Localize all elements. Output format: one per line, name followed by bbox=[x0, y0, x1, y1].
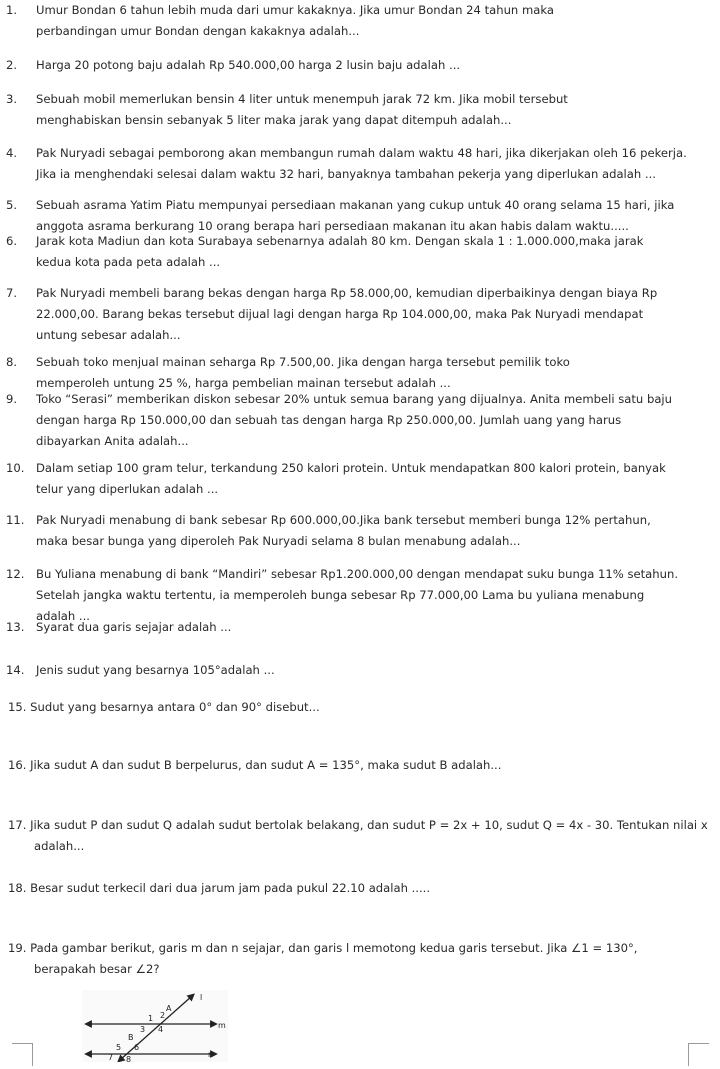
angle-7-label: 7 bbox=[108, 1053, 114, 1062]
question-number: 10. bbox=[6, 461, 25, 475]
question-text: Jarak kota Madiun dan kota Surabaya sebenarnya adalah 80 km. Dengan skala 1 : 1.000.000,maka jarak kedua kota pada peta adalah ... bbox=[36, 234, 644, 269]
question-text: Sebuah mobil memerlukan bensin 4 liter untuk menempuh jarak 72 km. Jika mobil tersebut menghabiskan bensin sebanyak 5 liter maka jarak yang dapat ditempuh adalah... bbox=[36, 92, 568, 127]
question-number: 12. bbox=[6, 567, 25, 581]
question-text: Pak Nuryadi membeli barang bekas dengan harga Rp 58.000,00, kemudian diperbaikinya dengan biaya Rp 22.000,00. Barang bekas tersebut dijual lagi dengan harga Rp 104.000,00, maka Pak Nuryadi mendapat untung sebesar adalah... bbox=[36, 286, 658, 342]
angle-2-label: 2 bbox=[160, 1011, 166, 1020]
question-text: Dalam setiap 100 gram telur, terkandung 250 kalori protein. Untuk mendapatkan 800 kalori protein, banyak telur yang diperlukan adalah ... bbox=[36, 461, 666, 496]
parallel-lines-diagram bbox=[82, 990, 228, 1062]
question-text: Syarat dua garis sejajar adalah ... bbox=[36, 620, 232, 634]
question-text: Sebuah asrama Yatim Piatu mempunyai persediaan makanan yang cukup untuk 40 orang selama 15 hari, jika anggota asrama berkurang 10 orang berapa hari persediaan makanan itu akan habis dalam waktu..... bbox=[36, 198, 675, 233]
line-n-label: n bbox=[208, 1050, 214, 1059]
angle-5-label: 5 bbox=[116, 1043, 122, 1052]
question-text: 15. Sudut yang besarnya antara 0° dan 90° disebut... bbox=[8, 700, 320, 714]
question-text: Toko “Serasi” memberikan diskon sebesar 20% untuk semua barang yang dijualnya. Anita membeli satu baju dengan harga Rp 150.000,00 dan sebuah tas dengan harga Rp 250.000,00. Jumlah uang yang harus dibayarkan Anita adalah... bbox=[36, 392, 672, 448]
angle-4-label: 4 bbox=[158, 1025, 164, 1034]
question-number: 14. bbox=[6, 663, 25, 677]
question-text: Pak Nuryadi menabung di bank sebesar Rp 600.000,00.Jika bank tersebut memberi bunga 12% pertahun, maka besar bunga yang diperoleh Pak Nuryadi selama 8 bulan menabung adalah... bbox=[36, 513, 651, 548]
question-text: 16. Jika sudut A dan sudut B berpelurus, dan sudut A = 135°, maka sudut B adalah... bbox=[8, 758, 502, 772]
question-number: 13. bbox=[6, 620, 25, 634]
question-number: 6. bbox=[6, 234, 18, 248]
angle-8-label: 8 bbox=[126, 1055, 132, 1062]
question-text: Bu Yuliana menabung di bank “Mandiri” sebesar Rp1.200.000,00 dengan mendapat suku bunga 11% setahun. Setelah jangka waktu tertentu, ia memperoleh bunga sebesar Rp 77.000,00 Lama bu yuliana menabung adalah ... bbox=[36, 567, 679, 623]
question-number: 19. bbox=[8, 941, 27, 955]
angle-6-label: 6 bbox=[134, 1043, 140, 1052]
question-number: 8. bbox=[6, 355, 18, 369]
angle-1-label: 1 bbox=[148, 1014, 154, 1023]
question-text: 18. Besar sudut terkecil dari dua jarum jam pada pukul 22.10 adalah ..... bbox=[8, 881, 431, 895]
question-text: 17. Jika sudut P dan sudut Q adalah sudut bertolak belakang, dan sudut P = 2x + 10, sudut Q = 4x - 30. Tentukan nilai x adalah... bbox=[8, 818, 708, 853]
question-number: 17. bbox=[8, 818, 27, 832]
line-l-label: l bbox=[200, 993, 203, 1002]
question-text: Jenis sudut yang besarnya 105°adalah ... bbox=[36, 663, 275, 677]
question-text: Harga 20 potong baju adalah Rp 540.000,00 harga 2 lusin baju adalah ... bbox=[36, 58, 461, 72]
point-b-label: B bbox=[128, 1033, 134, 1042]
question-number: 16. bbox=[8, 758, 27, 772]
question-number: 2. bbox=[6, 58, 18, 72]
point-a-label: A bbox=[166, 1004, 172, 1013]
question-number: 3. bbox=[6, 92, 18, 106]
question-text: 19. Pada gambar berikut, garis m dan n sejajar, dan garis l memotong kedua garis tersebut. Jika ∠1 = 130°, berapakah besar ∠2? bbox=[8, 941, 638, 976]
line-m-label: m bbox=[218, 1021, 226, 1030]
line-l bbox=[120, 996, 192, 1060]
question-number: 1. bbox=[6, 3, 18, 17]
question-text: Umur Bondan 6 tahun lebih muda dari umur kakaknya. Jika umur Bondan 24 tahun maka perbandingan umur Bondan dengan kakaknya adalah... bbox=[36, 3, 554, 38]
question-number: 15. bbox=[8, 700, 27, 714]
page-corner-mark-right bbox=[688, 1043, 709, 1066]
parallel-lines-figure bbox=[82, 990, 228, 1062]
question-number: 7. bbox=[6, 286, 18, 300]
page-corner-mark-left bbox=[12, 1043, 33, 1066]
question-number: 5. bbox=[6, 198, 18, 212]
question-text: Pak Nuryadi sebagai pemborong akan membangun rumah dalam waktu 48 hari, jika dikerjakan oleh 16 pekerja. Jika ia menghendaki selesai dalam waktu 32 hari, banyaknya tambahan pekerja yang diperlukan adalah ... bbox=[36, 146, 687, 181]
question-number: 18. bbox=[8, 881, 27, 895]
question-number: 9. bbox=[6, 392, 18, 406]
question-number: 4. bbox=[6, 146, 18, 160]
question-number: 11. bbox=[6, 513, 25, 527]
angle-3-label: 3 bbox=[140, 1025, 146, 1034]
question-text: Sebuah toko menjual mainan seharga Rp 7.500,00. Jika dengan harga tersebut pemilik toko memperoleh untung 25 %, harga pembelian mainan tersebut adalah ... bbox=[36, 355, 570, 390]
